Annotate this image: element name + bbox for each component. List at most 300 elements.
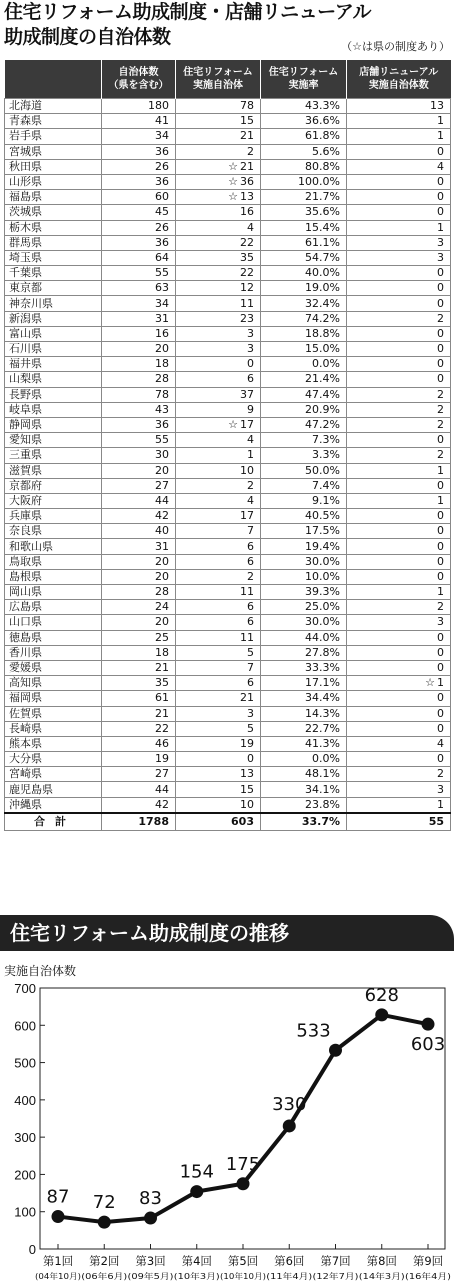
prefecture-cell — [5, 250, 102, 265]
prefecture-cell — [5, 524, 102, 539]
cell-value: 0 — [437, 554, 444, 568]
cell-value: 0 — [437, 326, 444, 340]
cell-value: 41 — [155, 114, 169, 128]
table-header-cell — [102, 60, 176, 99]
cell-value: 4 — [247, 220, 254, 234]
table-row — [5, 190, 451, 205]
shop-renewal-count-cell — [347, 250, 451, 265]
shop-renewal-count-cell — [347, 463, 451, 478]
cell-value: 19.0% — [305, 281, 340, 295]
x-tick-label: 第4回 — [181, 1254, 212, 1268]
star-icon: ☆ — [228, 159, 238, 173]
house-reform-count-cell — [176, 311, 261, 326]
cell-value: 21 — [240, 129, 254, 143]
house-reform-rate-cell — [261, 281, 347, 296]
cell-value: 0 — [437, 433, 444, 447]
house-reform-count-cell — [176, 797, 261, 813]
house-reform-count-cell — [176, 144, 261, 159]
cell-value: 17.5% — [305, 524, 340, 538]
y-tick-label: 100 — [14, 1204, 36, 1220]
cell-value: 0 — [437, 357, 444, 371]
house-reform-rate-cell — [261, 326, 347, 341]
cell-value: 20 — [155, 569, 169, 583]
cell-value: 40 — [155, 524, 169, 538]
cell-value: 11 — [240, 630, 254, 644]
prefecture-cell — [5, 387, 102, 402]
x-tick-label: 第3回 — [135, 1254, 166, 1268]
prefecture-cell — [5, 99, 102, 114]
cell-value: 20 — [155, 615, 169, 629]
header-line-2: 実施自治体 — [193, 80, 243, 91]
table-row — [5, 706, 451, 721]
cell-value: 33.3% — [305, 661, 340, 675]
cell-value: 22.7% — [305, 721, 340, 735]
data-point — [190, 1185, 203, 1198]
house-reform-count-cell — [176, 326, 261, 341]
house-reform-count-cell — [176, 402, 261, 417]
cell-value: 31 — [155, 311, 169, 325]
cell-value: 1 — [437, 463, 444, 477]
shop-renewal-count-cell — [347, 174, 451, 189]
cell-value: 180 — [148, 99, 169, 113]
municipality-count-cell — [102, 767, 176, 782]
y-tick-label: 300 — [14, 1130, 36, 1146]
prefecture-cell — [5, 463, 102, 478]
cell-value: 40.5% — [305, 509, 340, 523]
line-chart — [0, 975, 454, 1285]
municipality-count-cell — [102, 630, 176, 645]
x-tick-sublabel: (04年10月) — [35, 1272, 78, 1281]
municipality-count-cell — [102, 797, 176, 813]
header-line-1: 住宅リフォーム — [183, 67, 253, 78]
x-tick-label: 第5回 — [227, 1254, 259, 1268]
cell-value: 山口県 — [9, 615, 42, 629]
cell-value: 3 — [437, 250, 444, 264]
cell-value: 1 — [437, 797, 444, 811]
table-row — [5, 220, 451, 235]
prefecture-cell — [5, 342, 102, 357]
cell-value: 61.8% — [305, 129, 340, 143]
cell-value: 13 — [240, 190, 254, 204]
house-reform-rate-cell — [261, 235, 347, 250]
x-tick-sublabel: (10年10月) — [220, 1272, 263, 1281]
house-reform-count-cell — [176, 99, 261, 114]
data-label: 628 — [364, 984, 399, 1006]
table-row — [5, 615, 451, 630]
cell-value: 4 — [437, 159, 444, 173]
cell-value: 2 — [437, 311, 444, 325]
house-reform-count-cell — [176, 342, 261, 357]
cell-value: 18 — [155, 357, 169, 371]
prefecture-cell — [5, 752, 102, 767]
municipality-count-cell — [102, 493, 176, 508]
cell-value: 香川県 — [9, 645, 42, 659]
cell-value: 25 — [155, 630, 169, 644]
house-reform-rate-cell — [261, 433, 347, 448]
house-reform-rate-cell — [261, 311, 347, 326]
municipality-count-cell — [102, 691, 176, 706]
cell-value: 0 — [247, 752, 254, 766]
house-reform-count-cell — [176, 752, 261, 767]
house-reform-rate-cell — [261, 797, 347, 813]
table-row — [5, 417, 451, 432]
cell-value: 25.0% — [305, 600, 340, 614]
house-reform-rate-cell — [261, 296, 347, 311]
house-reform-rate-cell — [261, 174, 347, 189]
table-row — [5, 387, 451, 402]
table-row — [5, 736, 451, 751]
cell-value: 26 — [155, 159, 169, 173]
cell-value: 21 — [240, 159, 254, 173]
house-reform-rate-cell — [261, 129, 347, 144]
cell-value: 54.7% — [305, 250, 340, 264]
cell-value: 0 — [437, 721, 444, 735]
x-tick-label: 第1回 — [42, 1254, 74, 1268]
shop-renewal-count-cell — [347, 721, 451, 736]
house-reform-rate-cell — [261, 372, 347, 387]
cell-value: 滋賀県 — [9, 463, 42, 477]
x-tick-sublabel: (16年4月) — [405, 1272, 443, 1281]
cell-value: 4 — [247, 433, 254, 447]
cell-value: 福島県 — [9, 190, 42, 204]
cell-value: 37 — [240, 387, 254, 401]
table-row — [5, 266, 451, 281]
cell-value: 60 — [155, 190, 169, 204]
star-icon: ☆ — [425, 676, 435, 690]
municipality-count-cell — [102, 585, 176, 600]
prefecture-cell — [5, 281, 102, 296]
house-reform-count-cell — [176, 220, 261, 235]
prefecture-cell — [5, 691, 102, 706]
shop-renewal-count-cell — [347, 235, 451, 250]
house-reform-count-cell — [176, 660, 261, 675]
cell-value: 27 — [155, 478, 169, 492]
cell-value: 45 — [155, 205, 169, 219]
cell-value: 0 — [437, 175, 444, 189]
cell-value: 和歌山県 — [9, 539, 53, 553]
prefecture-cell — [5, 402, 102, 417]
cell-value: 5 — [247, 721, 254, 735]
house-reform-rate-cell — [261, 630, 347, 645]
cell-value: 18 — [155, 645, 169, 659]
prefecture-cell — [5, 326, 102, 341]
house-reform-count-cell — [176, 114, 261, 129]
prefecture-cell — [5, 311, 102, 326]
cell-value: 京都府 — [9, 478, 42, 492]
cell-value: 岡山県 — [9, 585, 42, 599]
cell-value: 32.4% — [305, 296, 340, 310]
table-row — [5, 585, 451, 600]
cell-value: 16 — [155, 326, 169, 340]
cell-value: 愛媛県 — [9, 661, 42, 675]
cell-value: 6 — [247, 372, 254, 386]
cell-value: 9 — [247, 402, 254, 416]
cell-value: 鳥取県 — [9, 554, 42, 568]
cell-value: 3.3% — [312, 448, 340, 462]
house-reform-count-cell — [176, 448, 261, 463]
cell-value: 78 — [155, 387, 169, 401]
data-label: 72 — [92, 1192, 116, 1214]
shop-renewal-count-cell — [347, 387, 451, 402]
shop-renewal-count-cell — [347, 159, 451, 174]
cell-value: 2 — [437, 448, 444, 462]
y-tick-label: 200 — [14, 1167, 36, 1183]
cell-value: 熊本県 — [9, 736, 42, 750]
cell-value: 20 — [155, 554, 169, 568]
prefecture-cell — [5, 266, 102, 281]
cell-value: 4 — [437, 736, 444, 750]
cell-value: 22 — [155, 721, 169, 735]
shop-renewal-count-cell — [347, 539, 451, 554]
cell-value: 40.0% — [305, 266, 340, 280]
prefecture-cell — [5, 721, 102, 736]
cell-value: 茨城県 — [9, 205, 42, 219]
house-reform-rate-cell — [261, 585, 347, 600]
cell-value: 岐阜県 — [9, 402, 42, 416]
cell-value: 603 — [231, 814, 254, 828]
shop-renewal-count-cell — [347, 752, 451, 767]
prefecture-cell — [5, 190, 102, 205]
cell-value: 4 — [247, 493, 254, 507]
prefecture-cell — [5, 417, 102, 432]
municipality-count-cell — [102, 159, 176, 174]
x-tick-sublabel: (12年7月) — [312, 1272, 351, 1281]
cell-value: 15 — [240, 114, 254, 128]
table-row — [5, 281, 451, 296]
cell-value: 10 — [240, 797, 254, 811]
table-row — [5, 752, 451, 767]
y-tick-label: 700 — [14, 981, 36, 996]
cell-value: 岩手県 — [9, 129, 42, 143]
shop-renewal-count-cell — [347, 797, 451, 813]
data-point — [375, 1008, 388, 1021]
house-reform-count-cell — [176, 524, 261, 539]
cell-value: 秋田県 — [9, 159, 42, 173]
municipality-count-cell — [102, 752, 176, 767]
cell-value: 35 — [155, 676, 169, 690]
cell-value: 0 — [437, 630, 444, 644]
prefecture-cell — [5, 174, 102, 189]
prefecture-cell — [5, 782, 102, 797]
cell-value: 28 — [155, 372, 169, 386]
cell-value: 0 — [437, 372, 444, 386]
house-reform-count-cell — [176, 387, 261, 402]
shop-renewal-count-cell — [347, 220, 451, 235]
cell-value: 15.0% — [305, 342, 340, 356]
house-reform-count-cell — [176, 296, 261, 311]
cell-value: 7 — [247, 661, 254, 675]
cell-value: 46 — [155, 736, 169, 750]
municipality-count-cell — [102, 402, 176, 417]
table-row — [5, 99, 451, 114]
data-label: 330 — [272, 1093, 307, 1115]
cell-value: 0.0% — [312, 752, 340, 766]
cell-value: 20 — [155, 342, 169, 356]
cell-value: 47.4% — [305, 387, 340, 401]
municipality-count-cell — [102, 372, 176, 387]
header-line-1: 店舗リニューアル — [359, 67, 439, 78]
cell-value: 青森県 — [9, 114, 42, 128]
house-reform-count-cell — [176, 235, 261, 250]
house-reform-rate-cell — [261, 250, 347, 265]
cell-value: 74.2% — [305, 311, 340, 325]
cell-value: 徳島県 — [9, 630, 42, 644]
cell-value: 34 — [155, 129, 169, 143]
cell-value: 39.3% — [305, 585, 340, 599]
header-line-1: 住宅リフォーム — [268, 67, 339, 78]
cell-value: 0 — [437, 661, 444, 675]
x-tick-labels — [35, 1244, 451, 1281]
cell-value: 11 — [240, 585, 254, 599]
prefecture-cell — [5, 114, 102, 129]
cell-value: 大阪府 — [9, 493, 42, 507]
cell-value: 三重県 — [9, 448, 42, 462]
house-reform-count-cell — [176, 417, 261, 432]
cell-value: 64 — [155, 250, 169, 264]
house-reform-rate-cell — [261, 554, 347, 569]
house-reform-count-cell — [176, 205, 261, 220]
cell-value: 27 — [155, 767, 169, 781]
y-tick-label: 600 — [14, 1018, 36, 1034]
municipality-count-cell — [102, 433, 176, 448]
cell-value: 1788 — [138, 814, 169, 828]
municipality-count-cell — [102, 114, 176, 129]
cell-value: 1 — [437, 676, 444, 690]
y-tick-label: 500 — [14, 1055, 36, 1071]
table-row — [5, 326, 451, 341]
data-label: 533 — [296, 1020, 331, 1042]
table-row — [5, 721, 451, 736]
cell-value: 2 — [437, 387, 444, 401]
house-reform-count-cell — [176, 706, 261, 721]
house-reform-rate-cell — [261, 266, 347, 281]
star-icon: ☆ — [228, 418, 238, 432]
table-row — [5, 554, 451, 569]
municipality-count-cell — [102, 676, 176, 691]
house-reform-count-cell — [176, 554, 261, 569]
house-reform-rate-cell — [261, 357, 347, 372]
table-row — [5, 402, 451, 417]
cell-value: 19 — [155, 752, 169, 766]
house-reform-count-cell — [176, 585, 261, 600]
prefecture-cell — [5, 129, 102, 144]
house-reform-count-cell — [176, 782, 261, 797]
cell-value: 43 — [155, 402, 169, 416]
cell-value: 78 — [240, 99, 254, 113]
shop-renewal-count-cell — [347, 99, 451, 114]
house-reform-rate-cell — [261, 645, 347, 660]
shop-renewal-count-cell — [347, 417, 451, 432]
x-tick-label: 第6回 — [274, 1254, 305, 1268]
prefecture-cell — [5, 372, 102, 387]
house-reform-count-cell — [176, 645, 261, 660]
municipality-count-cell — [102, 387, 176, 402]
cell-value: 3 — [437, 615, 444, 629]
prefecture-cell — [5, 615, 102, 630]
cell-value: 2 — [247, 569, 254, 583]
cell-value: 2 — [437, 418, 444, 432]
prefecture-cell — [5, 220, 102, 235]
municipality-count-cell — [102, 539, 176, 554]
house-reform-count-cell — [176, 813, 261, 831]
header-line-2: （県を含む） — [108, 80, 169, 91]
table-row — [5, 433, 451, 448]
prefecture-cell — [5, 433, 102, 448]
cell-value: 36 — [155, 418, 169, 432]
shop-renewal-count-cell — [347, 114, 451, 129]
table-row — [5, 630, 451, 645]
prefecture-cell — [5, 660, 102, 675]
cell-value: 14.3% — [305, 706, 340, 720]
house-reform-rate-cell — [261, 220, 347, 235]
cell-value: 19 — [240, 736, 254, 750]
cell-value: 0 — [437, 342, 444, 356]
cell-value: 0 — [437, 205, 444, 219]
cell-value: 80.8% — [305, 159, 340, 173]
cell-value: 9.1% — [312, 493, 340, 507]
star-icon: ☆ — [228, 190, 238, 204]
house-reform-rate-cell — [261, 402, 347, 417]
house-reform-rate-cell — [261, 114, 347, 129]
data-point — [422, 1018, 435, 1031]
shop-renewal-count-cell — [347, 524, 451, 539]
data-point — [52, 1210, 65, 1223]
table-row — [5, 174, 451, 189]
house-reform-rate-cell — [261, 660, 347, 675]
table-row — [5, 782, 451, 797]
municipality-count-cell — [102, 99, 176, 114]
house-reform-rate-cell — [261, 478, 347, 493]
cell-value: 0 — [437, 691, 444, 705]
cell-value: 5.6% — [312, 144, 340, 158]
cell-value: 山梨県 — [9, 372, 42, 386]
cell-value: 11 — [240, 296, 254, 310]
table-row — [5, 296, 451, 311]
cell-value: 48.1% — [305, 767, 340, 781]
x-tick-label: 第8回 — [366, 1254, 397, 1268]
cell-value: 1 — [247, 448, 254, 462]
data-point — [144, 1212, 157, 1225]
municipality-count-cell — [102, 615, 176, 630]
shop-renewal-count-cell — [347, 615, 451, 630]
municipality-table — [4, 60, 451, 831]
table-row — [5, 357, 451, 372]
table-row — [5, 205, 451, 220]
data-point — [237, 1177, 250, 1190]
cell-value: 宮崎県 — [9, 767, 42, 781]
cell-value: 44 — [155, 493, 169, 507]
cell-value: 0 — [437, 144, 444, 158]
shop-renewal-count-cell — [347, 767, 451, 782]
table-row — [5, 129, 451, 144]
shop-renewal-count-cell — [347, 600, 451, 615]
cell-value: 広島県 — [9, 600, 42, 614]
prefecture-cell — [5, 706, 102, 721]
municipality-count-cell — [102, 266, 176, 281]
y-tick-label: 400 — [14, 1092, 36, 1108]
house-reform-count-cell — [176, 129, 261, 144]
municipality-count-cell — [102, 220, 176, 235]
prefecture-cell — [5, 630, 102, 645]
cell-value: 長崎県 — [9, 721, 42, 735]
cell-value: 6 — [247, 600, 254, 614]
table-header-row — [5, 60, 451, 99]
cell-value: 44 — [155, 782, 169, 796]
cell-value: 宮城県 — [9, 144, 42, 158]
cell-value: 21 — [240, 691, 254, 705]
cell-value: 1 — [437, 493, 444, 507]
cell-value: 3 — [247, 326, 254, 340]
